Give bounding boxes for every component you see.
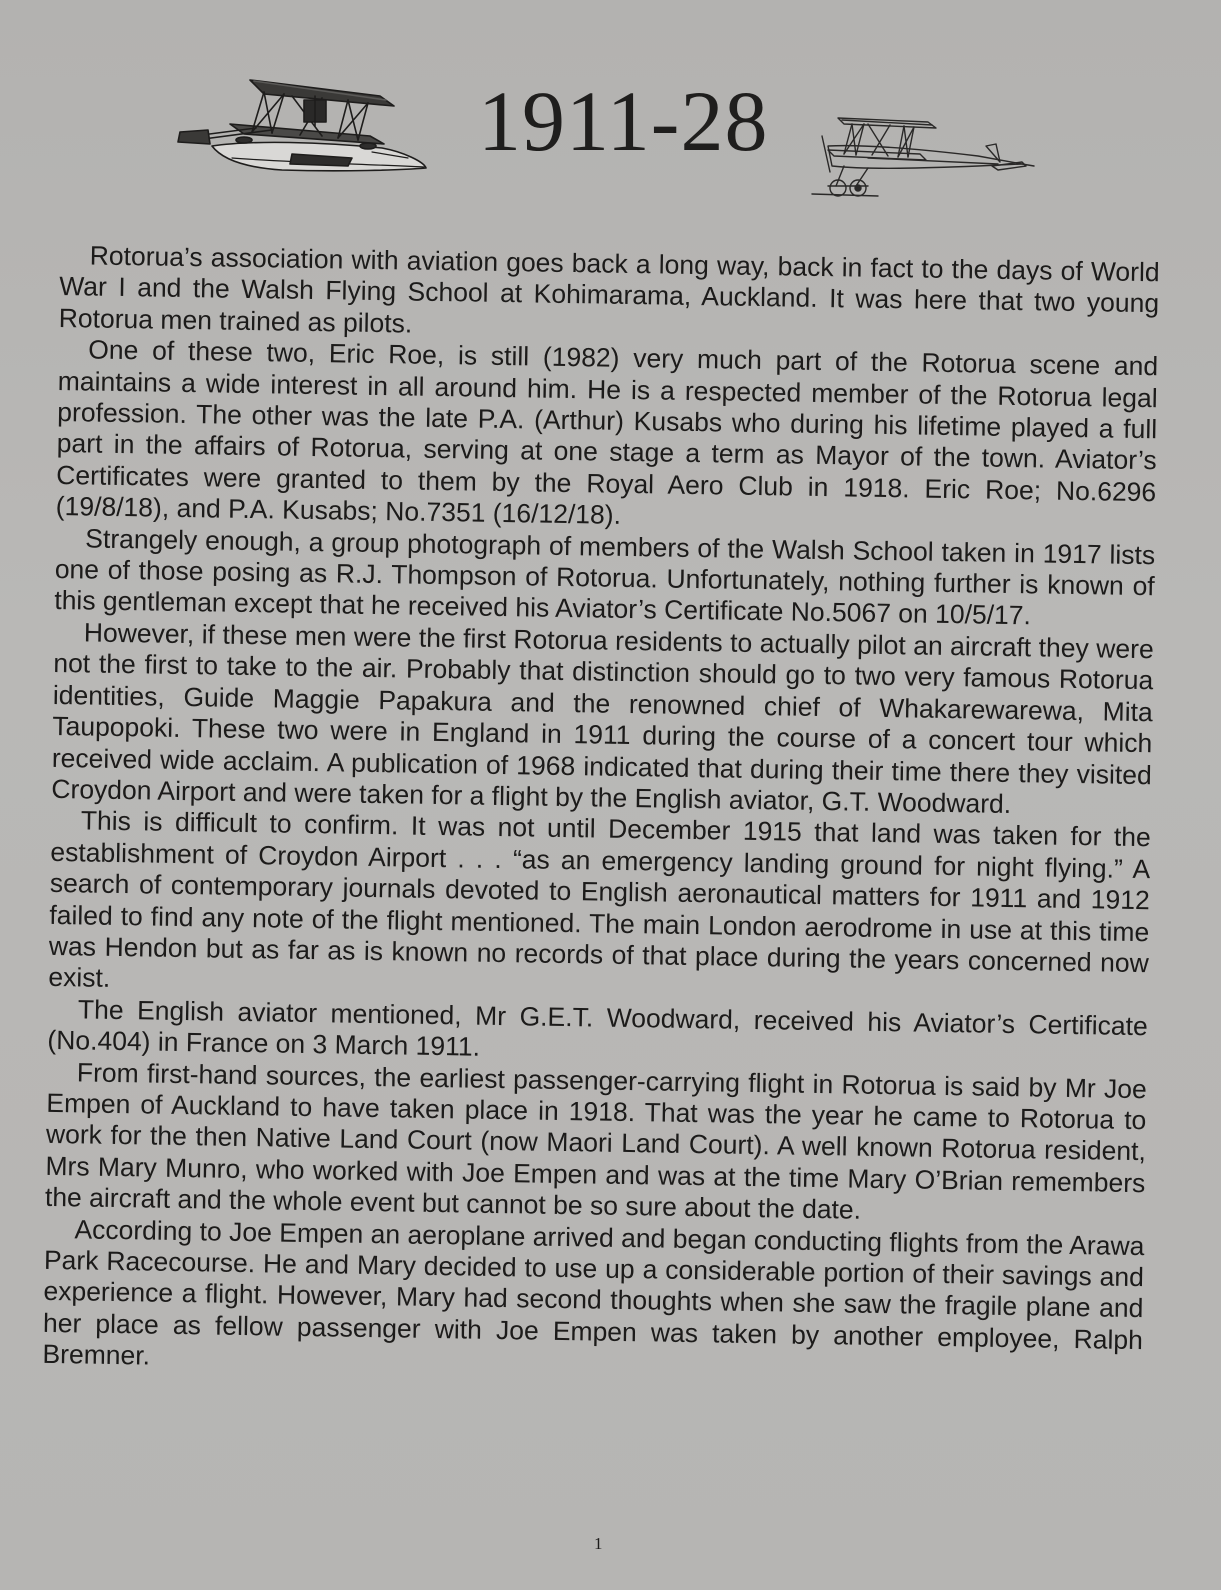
paragraph: Strangely enough, a group photograph of members of the Walsh School taken in 1917 lists one of those posing as R.J. Thompson of Rotorua. Unfortunately, nothing further is known of this gentleman except that he received his Aviator’s Certificate No.5067 on 10/5/17. bbox=[54, 523, 1156, 631]
page-header bbox=[0, 60, 1221, 210]
page-number: 1 bbox=[594, 1534, 603, 1553]
biplane-drawing bbox=[808, 110, 1038, 205]
paragraph: Rotorua’s association with aviation goes back a long way, back in fact to the days of World War I and the Walsh Flying School at Kohimarama, Auckland. It was here that two young Rotorua men trained as pilots. bbox=[58, 240, 1160, 339]
paragraph: This is difficult to confirm. It was not until December 1915 that land was taken for the establishment of Croydon Airport . . . “as an emergency landing ground for night flying.” A search of contemporary journals devoted to English aeronautical matters for 1911 and 1912 failed to find any note of the flight mentioned. The main London aerodrome in use at this time was Hendon but as far as is known no records of that place during the years concerned now exist. bbox=[48, 805, 1151, 994]
seaplane-biplane-drawing bbox=[172, 66, 432, 181]
paragraph: However, if these men were the first Rotorua residents to actually pilot an aircraft they were not the first to take to the air. Probably that distinction should go to two very famous Rotorua identities, Guide Maggie Papakura and the renowned chief of Whakarewarewa, Mita Taupopoki. These two were in England in 1911 during the course of a concert tour which received wide acclaim. A publication of 1968 indicated that during their time there they visited Croydon Airport and were taken for a flight by the English aviator, G.T. Woodward. bbox=[51, 617, 1154, 819]
paragraph: According to Joe Empen an aeroplane arrived and began conducting flights from the Arawa Park Racecourse. He and Mary decided to use up a considerable portion of their savings and experience a flight. However, Mary had second thoughts when she saw the fragile plane and her place as fellow passenger with Joe Empen was taken by another employee, Ralph Bremner. bbox=[42, 1213, 1145, 1371]
paragraph: The English aviator mentioned, Mr G.E.T. Woodward, received his Aviator’s Certificate (No.404) in France on 3 March 1911. bbox=[47, 994, 1149, 1062]
paragraph: From first-hand sources, the earliest passenger-carrying flight in Rotorua is said by Mr Joe Empen of Auckland to have taken place in 1918. That was the year he came to Rotorua to work for the then Native Land Court (now Maori Land Court). A well known Rotorua resident, Mrs Mary Munro, who worked with Joe Empen and was at the time Mary O’Brian remembers the aircraft and the whole event but cannot be so sure about the date. bbox=[44, 1056, 1148, 1225]
article-body bbox=[42, 240, 1160, 1388]
paragraph: One of these two, Eric Roe, is still (1982) very much part of the Rotorua scene and maintains a wide interest in all around him. He is a respected member of the Rotorua legal profession. The other was the late P.A. (Arthur) Kusabs who during his lifetime played a full part in the affairs of Rotorua, serving at one stage a term as Mayor of the town. Aviator’s Certificates were granted to them by the Royal Aero Club in 1918. Eric Roe; No.6296 (19/8/18), and P.A. Kusabs; No.7351 (16/12/18). bbox=[55, 334, 1159, 531]
page-title: 1911-28 bbox=[478, 73, 769, 169]
